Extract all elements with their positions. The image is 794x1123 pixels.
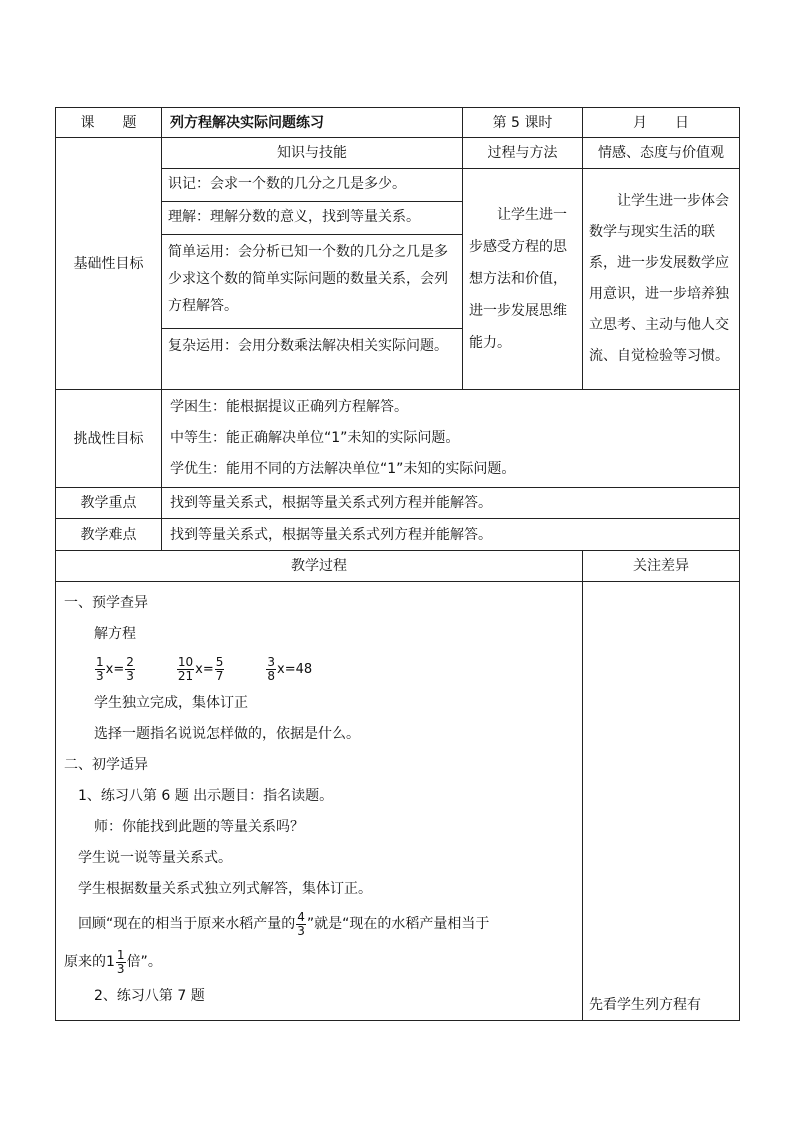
col-attitude: 情感、态度与价值观 [583, 138, 740, 169]
fraction: $\frac{4}{3}$ [297, 909, 305, 938]
solve-equation-label: 解方程 [94, 626, 136, 642]
process-line: 2、练习八第 7 题 [94, 988, 205, 1004]
process-line: 学生根据数量关系式独立列式解答，集体订正。 [78, 881, 372, 897]
key-point-label: 教学重点 [56, 488, 162, 519]
process-content [56, 582, 582, 1018]
challenge-item: 学困生：能根据提议正确列方程解答。 [170, 399, 408, 415]
fraction: $\frac{1}{3}$ [96, 654, 104, 683]
key-point-text: 找到等量关系式，根据等量关系式列方程并能解答。 [162, 488, 740, 519]
challenge-item: 学优生：能用不同的方法解决单位“1”未知的实际问题。 [170, 461, 516, 477]
topic-title: 列方程解决实际问题练习 [162, 108, 463, 138]
process-line: 1、练习八第 6 题 出示题目：指名读题。 [78, 788, 334, 804]
difficulty-text: 找到等量关系式，根据等量关系式列方程并能解答。 [162, 519, 740, 551]
process-line: 学生独立完成，集体订正 [94, 695, 248, 711]
equations-line [64, 650, 574, 688]
section-title: 二、初学适异 [64, 757, 148, 773]
equation: $\frac{3}{8}$ x=48 [267, 654, 313, 683]
attention-diff-header: 关注差异 [583, 551, 740, 582]
col-knowledge: 知识与技能 [162, 138, 463, 169]
fraction: $\frac{10}{21}$ [177, 654, 194, 683]
knowledge-item: 复杂运用：会用分数乘法解决相关实际问题。 [168, 338, 448, 354]
mixed-number: 1 $\frac{1}{3}$ [106, 947, 125, 976]
header-row [56, 108, 740, 138]
process-method-text: 让学生进一步感受方程的思想方法和价值，进一步发展思维能力。 [463, 169, 583, 390]
review-line: 回顾“现在的相当于原来水稻产量的 $\frac{4}{3}$ ”就是“现在的水稻产量相当于 [78, 909, 490, 938]
lesson-date: 月 日 [583, 108, 740, 138]
fraction: $\frac{5}{7}$ [215, 654, 224, 683]
equation: $\frac{10}{21}$ x= $\frac{5}{7}$ [177, 654, 224, 683]
goals-header-row [56, 138, 740, 169]
fraction: $\frac{3}{8}$ [267, 654, 276, 683]
diff-note: 先看学生列方程有 [589, 997, 701, 1013]
lesson-plan-table [55, 107, 740, 1021]
challenge-goals-cell [162, 390, 740, 488]
knowledge-item: 简单运用：会分析已知一个数的几分之几是多少求这个数的简单实际问题的数量关系，会列方程解答。 [162, 235, 462, 329]
process-body-row [56, 582, 740, 1021]
difficulty-label: 教学难点 [56, 519, 162, 551]
attention-diff-cell [583, 582, 740, 1021]
teaching-process-cell [56, 582, 583, 1021]
attitude-text: 让学生进一步体会数学与现实生活的联系，进一步发展数学应用意识，进一步培养独立思考、主动与他人交流、自觉检验等习惯。 [583, 169, 740, 390]
col-process: 过程与方法 [463, 138, 583, 169]
process-line: 选择一题指名说说怎样做的，依据是什么。 [94, 726, 360, 742]
section-title: 一、预学查异 [64, 595, 148, 611]
topic-label: 课 题 [56, 108, 162, 138]
knowledge-item: 理解：理解分数的意义，找到等量关系。 [162, 202, 462, 235]
difficulty-row [56, 519, 740, 551]
challenge-item: 中等生：能正确解决单位“1”未知的实际问题。 [170, 430, 460, 446]
knowledge-item: 识记：会求一个数的几分之几是多少。 [162, 169, 462, 202]
process-line: 学生说一说等量关系式。 [78, 850, 232, 866]
process-line: 师：你能找到此题的等量关系吗？ [94, 819, 304, 835]
basic-goals-label: 基础性目标 [56, 138, 162, 390]
challenge-goals-label: 挑战性目标 [56, 390, 162, 488]
key-point-row [56, 488, 740, 519]
lesson-number: 第 5 课时 [463, 108, 583, 138]
knowledge-cell [162, 169, 463, 390]
review-line: 原来的 1 $\frac{1}{3}$ 倍”。 [64, 947, 162, 976]
challenge-goals-row [56, 390, 740, 488]
equation: $\frac{1}{3}$ x= $\frac{2}{3}$ [96, 654, 134, 683]
fraction: $\frac{2}{3}$ [126, 654, 134, 683]
teaching-process-header: 教学过程 [56, 551, 583, 582]
process-header-row [56, 551, 740, 582]
